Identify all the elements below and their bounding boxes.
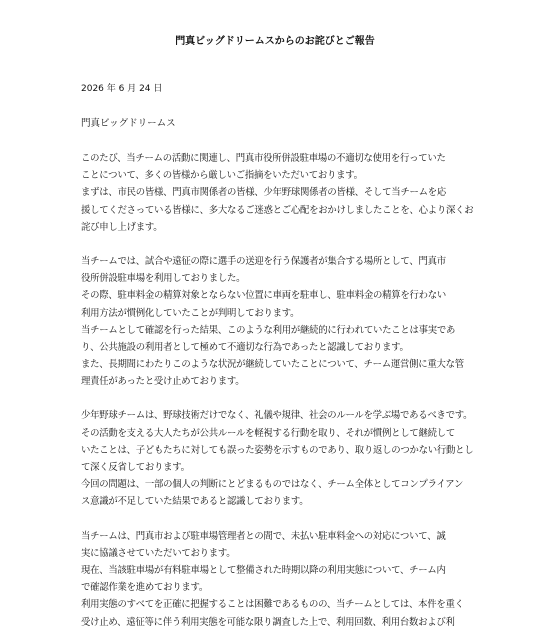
body-line: いたことは、子どもたちに対しても誤った姿勢を示すものであり、取り返しのつかない行動とし (81, 444, 474, 456)
body-line: 当チームは、門真市および駐車場管理者との間で、未払い駐車料金への対応について、誠 (81, 530, 446, 542)
body-line: 利用実態のすべてを正確に把握することは困難であるものの、当チームとしては、本件を重く (81, 599, 464, 611)
body-line: 詫び申し上げます。 (81, 221, 163, 233)
body-line: り、公共施設の利用者として極めて不適切な行為であったと認識しております。 (81, 341, 409, 353)
document-date: 2026 年 6 月 24 日 (81, 84, 163, 94)
body-line: 今回の問題は、一部の個人の判断にとどまるものではなく、チーム全体としてコンプライアン (81, 479, 464, 491)
body-line: まずは、市民の皆様、門真市関係者の皆様、少年野球関係者の皆様、そして当チームを応 (81, 187, 447, 199)
paragraph-reflection (81, 407, 481, 510)
body-line: 実に協議させていただいております。 (81, 547, 236, 559)
body-line: ス意識が不足していた結果であると認識しております。 (81, 496, 309, 508)
document-title: 門真ビッグドリームスからのお詫びとご報告 (175, 36, 375, 47)
body-line: で確認作業を進めております。 (81, 582, 209, 594)
paragraph-response (81, 528, 481, 631)
body-line: 受け止め、遠征等に伴う利用実態を可能な限り調査した上で、利用回数、利用台数および利 (81, 616, 455, 628)
body-line: また、長期間にわたりこのような状況が継続していたことについて、チーム運営側に重大な管 (81, 359, 464, 371)
body-line: 少年野球チームは、野球技術だけでなく、礼儀や規律、社会のルールを学ぶ場であるべきです。 (81, 410, 473, 422)
body-line: 当チームでは、試合や遠征の際に選手の送迎を行う保護者が集合する場所として、門真市 (81, 255, 446, 267)
body-line: その活動を支える大人たちが公共ルールを軽視する行動を取り、それが慣例として継続して (81, 427, 455, 439)
body-line: このたび、当チームの活動に関連し、門真市役所併設駐車場の不適切な使用を行っていた (81, 153, 446, 164)
body-line: 理責任があったと受け止めております。 (81, 376, 245, 388)
sender-name: 門真ビッグドリームス (81, 118, 176, 129)
body-line: ことについて、多くの皆様から厳しいご指摘をいただいております。 (81, 170, 363, 182)
body-line: 援してくださっている皆様に、多大なるご迷惑とご心配をおかけしましたことを、心より深くお (81, 204, 474, 216)
paragraph-apology (81, 150, 481, 236)
letter-body (81, 150, 481, 642)
body-line: て深く反省しております。 (81, 462, 190, 473)
body-line: 当チームとして確認を行った結果、このような利用が継続的に行われていたことは事実であ (81, 324, 456, 336)
body-line: その際、駐車料金の精算対象とならない位置に車両を駐車し、駐車料金の精算を行わない (81, 290, 447, 302)
body-line: 役所併設駐車場を利用しておりました。 (81, 273, 246, 285)
paragraph-facts (81, 253, 481, 391)
body-line: 利用方法が慣例化していたことが判明しております。 (81, 307, 300, 319)
body-line: 現在、当該駐車場が有料駐車場として整備された時期以降の利用実態について、チーム内 (81, 564, 446, 576)
